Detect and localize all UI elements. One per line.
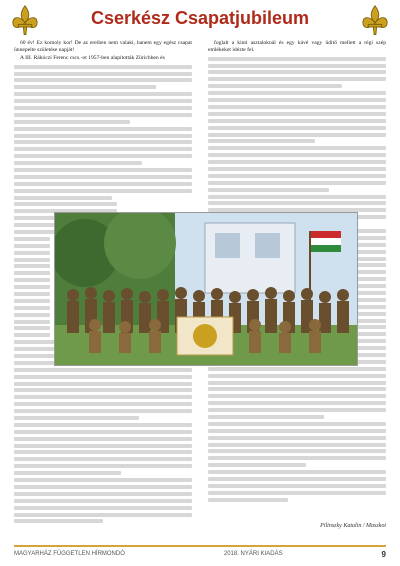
fleur-de-lis-icon (8, 4, 42, 38)
article-lead-paragraph: 60 év! Ez komoly kor! De az ereiben nem valaki, hanem egy egész csapat ünnepelte születése napját! (14, 40, 192, 53)
group-photo (54, 212, 358, 366)
article-paragraph: A III. Rákóczi Ferenc cscs.-ot 1957-ben alapították Zürichben és (20, 54, 165, 61)
page-footer (14, 545, 386, 561)
page-number: 9 (381, 549, 386, 559)
page-title: Cserkész Csapatjubileum (90, 8, 310, 28)
fleur-de-lis-icon (358, 4, 392, 38)
group-photo-illustration (55, 213, 357, 365)
issue-label: 2018. NYÁRI KIADÁS (223, 551, 283, 557)
photo-credit: Pilinszky Katalin / Maszkot (320, 523, 386, 529)
article-paragraph: foglalt a kinti asztaloknál és egy kávé vagy üdítő mellett a régi szép emlékeket idézte fel. (208, 40, 386, 53)
publication-name: MAGYARHÁZ FÜGGETLEN HÍRMONDÓ (14, 551, 125, 557)
